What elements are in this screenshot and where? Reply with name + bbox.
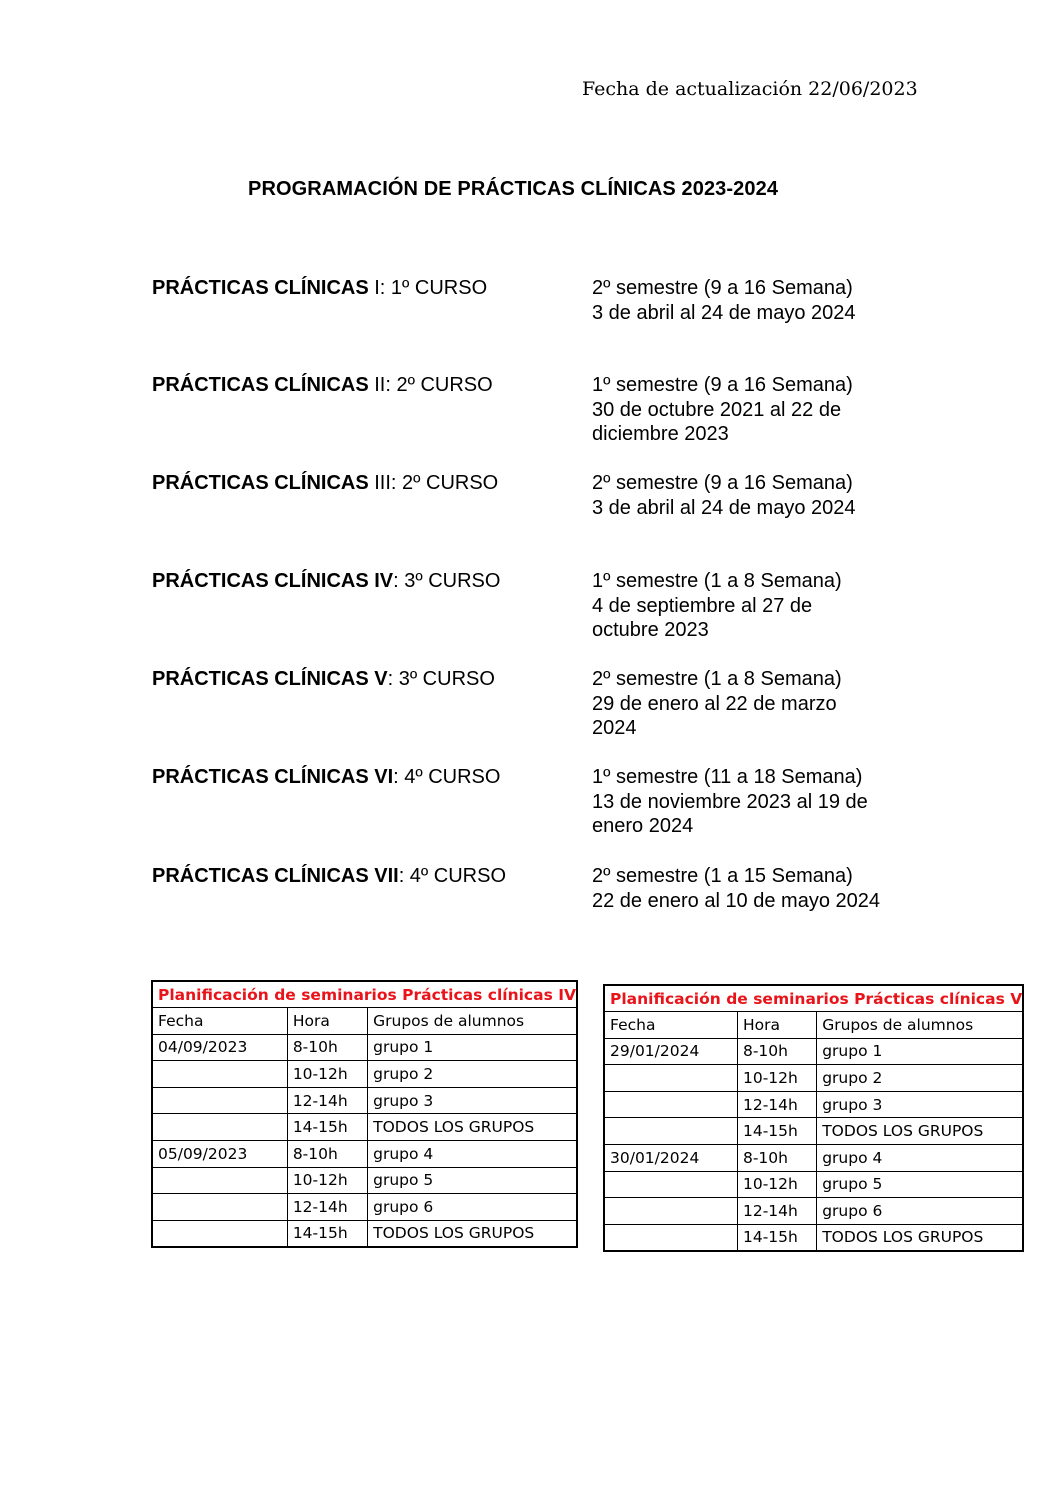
course-year: : 2º CURSO	[390, 472, 499, 494]
course-dates: 30 de octubre 2021 al 22 de	[592, 398, 842, 421]
cell-grupo: TODOS LOS GRUPOS	[368, 1114, 577, 1141]
cell-grupo: grupo 6	[368, 1194, 577, 1221]
course-year: : 1º CURSO	[379, 277, 488, 299]
cell-hora: 8-10h	[287, 1141, 367, 1168]
course-name-bold: PRÁCTICAS CLÍNICAS	[152, 472, 369, 494]
cell-hora: 14-15h	[737, 1224, 816, 1251]
table-header-row	[152, 1008, 577, 1035]
cell-grupo: TODOS LOS GRUPOS	[368, 1220, 577, 1247]
cell-hora: 8-10h	[737, 1038, 816, 1065]
course-name-bold: PRÁCTICAS CLÍNICAS VII	[152, 865, 399, 887]
cell-fecha	[152, 1087, 287, 1114]
course-name	[152, 667, 495, 692]
table-row	[604, 1171, 1023, 1198]
cell-grupo: grupo 4	[817, 1145, 1023, 1172]
cell-fecha	[604, 1118, 737, 1145]
course-schedule	[592, 276, 912, 325]
table-title: Planificación de seminarios Prácticas clínicas IV	[152, 981, 577, 1008]
course-year: : 3º CURSO	[393, 570, 501, 592]
course-name	[152, 864, 506, 889]
course-schedule	[592, 373, 912, 447]
course-semester: 2º semestre (1 a 15 Semana)	[592, 865, 853, 887]
table-row	[604, 1038, 1023, 1065]
cell-grupo: grupo 5	[368, 1167, 577, 1194]
course-semester: 1º semestre (9 a 16 Semana)	[592, 374, 853, 396]
table-row	[604, 1145, 1023, 1172]
course-name	[152, 276, 487, 301]
cell-hora: 14-15h	[287, 1220, 367, 1247]
course-semester: 1º semestre (1 a 8 Semana)	[592, 570, 842, 592]
cell-fecha	[152, 1167, 287, 1194]
course-schedule	[592, 765, 912, 839]
column-header-fecha: Fecha	[152, 1008, 287, 1035]
course-dates-cont: 2024	[592, 717, 637, 739]
table-row	[152, 1220, 577, 1247]
table-row	[152, 1087, 577, 1114]
course-name	[152, 765, 500, 790]
table-row	[604, 1065, 1023, 1092]
cell-hora: 10-12h	[737, 1171, 816, 1198]
document-title: PROGRAMACIÓN DE PRÁCTICAS CLÍNICAS 2023-2024	[248, 178, 779, 200]
course-schedule	[592, 864, 912, 913]
table-header-row	[604, 1012, 1023, 1039]
table-title-row	[604, 985, 1023, 1012]
cell-fecha: 04/09/2023	[152, 1034, 287, 1061]
course-name-bold: PRÁCTICAS CLÍNICAS IV	[152, 570, 394, 592]
cell-grupo: grupo 3	[817, 1091, 1023, 1118]
course-semester: 2º semestre (9 a 16 Semana)	[592, 472, 853, 494]
cell-fecha	[152, 1194, 287, 1221]
cell-fecha	[604, 1091, 737, 1118]
cell-hora: 12-14h	[287, 1194, 367, 1221]
table-row	[604, 1091, 1023, 1118]
course-name	[152, 569, 500, 594]
cell-fecha	[604, 1171, 737, 1198]
table-title: Planificación de seminarios Prácticas clínicas V	[604, 985, 1023, 1012]
cell-grupo: grupo 1	[817, 1038, 1023, 1065]
table-row	[152, 1194, 577, 1221]
update-date: Fecha de actualización 22/06/2023	[582, 78, 918, 100]
cell-hora: 8-10h	[287, 1034, 367, 1061]
course-dates: 13 de noviembre 2023 al 19 de	[592, 790, 868, 813]
table-row	[152, 1167, 577, 1194]
column-header-hora: Hora	[737, 1012, 816, 1039]
course-name-bold: PRÁCTICAS CLÍNICAS V	[152, 668, 388, 690]
course-semester: 2º semestre (1 a 8 Semana)	[592, 668, 842, 690]
cell-grupo: grupo 2	[368, 1061, 577, 1088]
cell-fecha	[152, 1061, 287, 1088]
cell-grupo: TODOS LOS GRUPOS	[817, 1224, 1023, 1251]
course-semester: 1º semestre (11 a 18 Semana)	[592, 766, 863, 788]
cell-grupo: grupo 3	[368, 1087, 577, 1114]
cell-grupo: grupo 1	[368, 1034, 577, 1061]
cell-hora: 12-14h	[737, 1198, 816, 1225]
column-header-grupos: Grupos de alumnos	[817, 1012, 1023, 1039]
table-row	[152, 1061, 577, 1088]
course-dates-cont: octubre 2023	[592, 619, 709, 641]
column-header-fecha: Fecha	[604, 1012, 737, 1039]
course-name-bold: PRÁCTICAS CLÍNICAS VI	[152, 766, 394, 788]
course-schedule	[592, 569, 912, 643]
cell-hora: 8-10h	[737, 1145, 816, 1172]
course-numeral: II	[374, 374, 386, 396]
course-name	[152, 471, 498, 496]
seminar-table-iv	[151, 980, 578, 1248]
course-name	[152, 373, 493, 398]
cell-hora: 14-15h	[737, 1118, 816, 1145]
cell-hora: 10-12h	[737, 1065, 816, 1092]
course-dates: 3 de abril al 24 de mayo 2024	[592, 496, 856, 519]
cell-fecha	[604, 1198, 737, 1225]
table-title-row	[152, 981, 577, 1008]
course-dates-cont: diciembre 2023	[592, 423, 729, 445]
course-schedule	[592, 667, 912, 741]
table-row	[152, 1141, 577, 1168]
cell-hora: 12-14h	[737, 1091, 816, 1118]
course-year: : 4º CURSO	[398, 865, 507, 887]
course-name-bold: PRÁCTICAS CLÍNICAS	[152, 374, 369, 396]
cell-fecha: 05/09/2023	[152, 1141, 287, 1168]
cell-fecha	[604, 1224, 737, 1251]
course-numeral: III	[374, 472, 391, 494]
cell-grupo: grupo 2	[817, 1065, 1023, 1092]
column-header-grupos: Grupos de alumnos	[368, 1008, 577, 1035]
cell-fecha	[604, 1065, 737, 1092]
cell-grupo: TODOS LOS GRUPOS	[817, 1118, 1023, 1145]
course-numeral: I	[374, 277, 380, 299]
table-row	[152, 1034, 577, 1061]
table-row	[604, 1224, 1023, 1251]
course-dates: 29 de enero al 22 de marzo	[592, 692, 837, 715]
cell-fecha: 29/01/2024	[604, 1038, 737, 1065]
course-dates-cont: enero 2024	[592, 815, 694, 837]
cell-fecha: 30/01/2024	[604, 1145, 737, 1172]
table-row	[604, 1118, 1023, 1145]
cell-fecha	[152, 1114, 287, 1141]
course-semester: 2º semestre (9 a 16 Semana)	[592, 277, 853, 299]
seminar-table-v	[603, 984, 1024, 1252]
course-name-bold: PRÁCTICAS CLÍNICAS	[152, 277, 369, 299]
cell-grupo: grupo 6	[817, 1198, 1023, 1225]
cell-hora: 14-15h	[287, 1114, 367, 1141]
course-dates: 22 de enero al 10 de mayo 2024	[592, 889, 880, 912]
table-row	[152, 1114, 577, 1141]
course-year: : 4º CURSO	[393, 766, 501, 788]
course-year: : 3º CURSO	[387, 668, 495, 690]
course-dates: 3 de abril al 24 de mayo 2024	[592, 301, 856, 324]
cell-hora: 10-12h	[287, 1061, 367, 1088]
course-year: : 2º CURSO	[385, 374, 493, 396]
course-schedule	[592, 471, 912, 520]
cell-hora: 12-14h	[287, 1087, 367, 1114]
cell-grupo: grupo 5	[817, 1171, 1023, 1198]
cell-grupo: grupo 4	[368, 1141, 577, 1168]
table-row	[604, 1198, 1023, 1225]
course-dates: 4 de septiembre al 27 de	[592, 594, 813, 617]
cell-fecha	[152, 1220, 287, 1247]
cell-hora: 10-12h	[287, 1167, 367, 1194]
column-header-hora: Hora	[287, 1008, 367, 1035]
